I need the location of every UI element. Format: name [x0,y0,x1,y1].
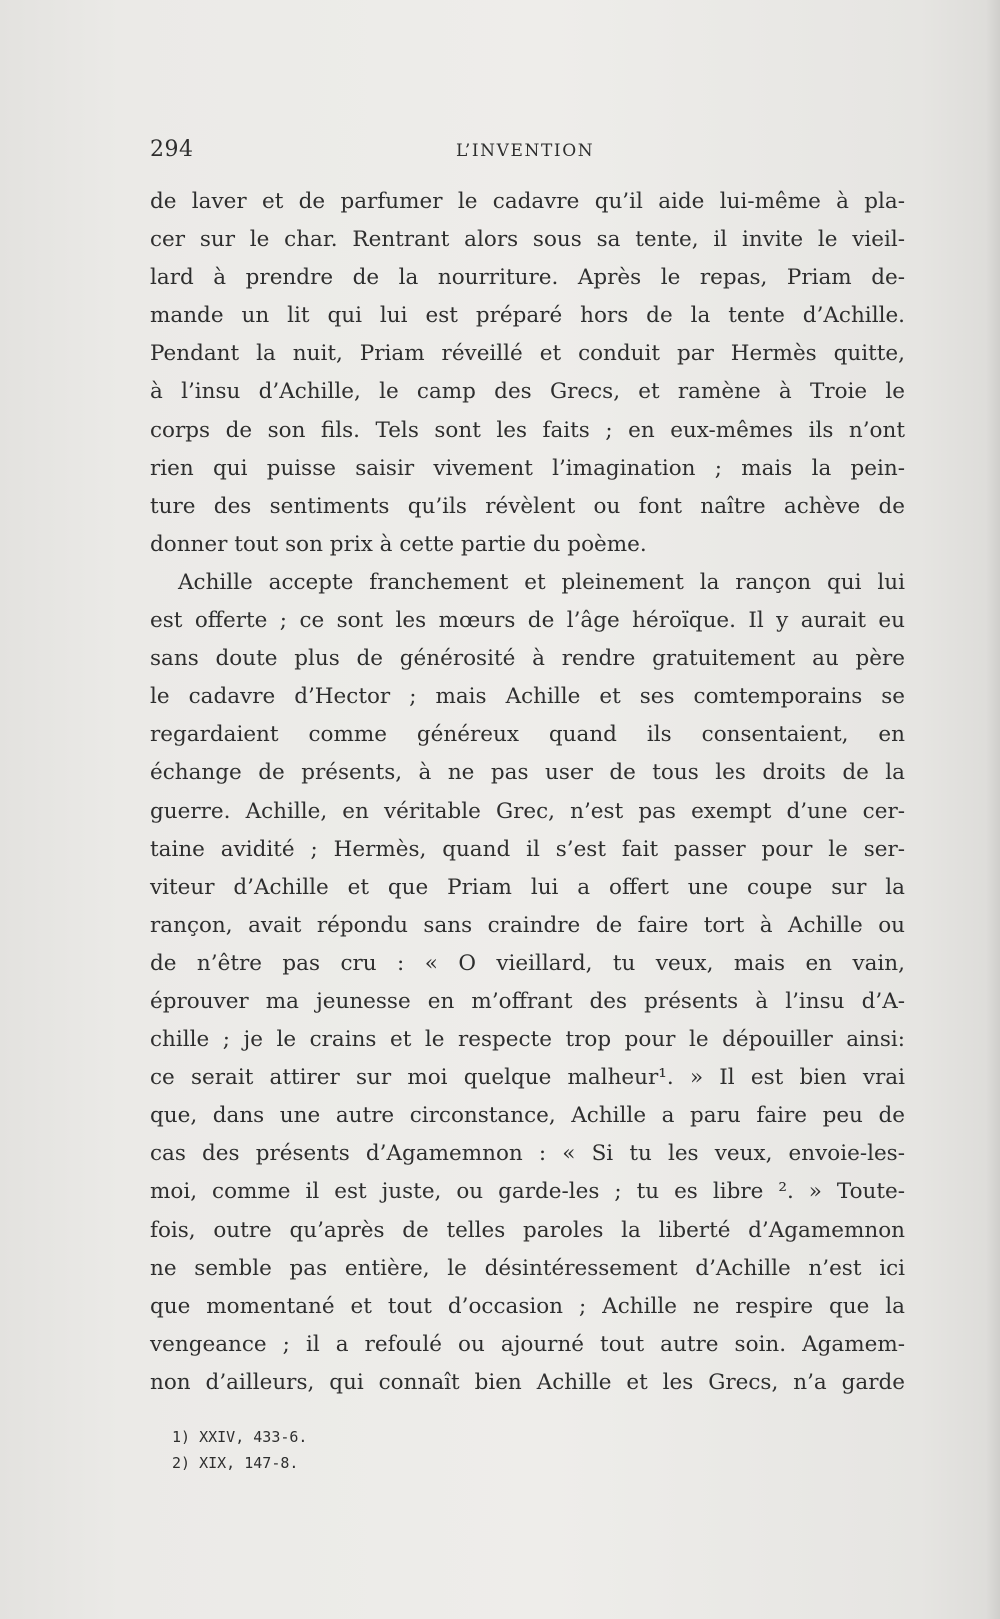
body-text [150,183,905,1402]
text-line: que, dans une autre circonstance, Achille a paru faire peu de [150,1103,905,1129]
footnote: 1) XXIV, 433-6. [172,1428,308,1446]
running-head [150,137,905,169]
text-line: rançon, avait répondu sans craindre de faire tort à Achille ou [150,912,905,938]
text-line: éprouver ma jeunesse en m’offrant des présents à l’insu d’A- [150,988,905,1014]
footnotes [172,1424,472,1476]
running-title: L’INVENTION [456,141,595,161]
text-line: est offerte ; ce sont les mœurs de l’âge héroïque. Il y aurait eu [150,608,905,634]
page-edge-shadow [986,0,1000,1619]
text-line: que momentané et tout d’occasion ; Achille ne respire que la [150,1293,905,1319]
page-number: 294 [150,137,194,162]
text-line: moi, comme il est juste, ou garde-les ; tu es libre ². » Toute- [150,1179,905,1205]
text-line: cer sur le char. Rentrant alors sous sa tente, il invite le vieil- [150,227,905,253]
text-line: rien qui puisse saisir vivement l’imagination ; mais la pein- [150,455,905,481]
text-line: Pendant la nuit, Priam réveillé et conduit par Hermès quitte, [150,341,905,367]
text-line: lard à prendre de la nourriture. Après le repas, Priam de- [150,265,905,291]
text-line: le cadavre d’Hector ; mais Achille et ses comtemporains se [150,684,905,710]
text-line: guerre. Achille, en véritable Grec, n’est pas exempt d’une cer- [150,798,905,824]
text-line: de laver et de parfumer le cadavre qu’il aide lui-même à pla- [150,189,905,214]
text-line: donner tout son prix à cette partie du poème. [150,531,647,557]
text-line: Achille accepte franchement et pleinement la rançon qui lui [178,569,905,595]
text-line: corps de son fils. Tels sont les faits ; en eux-mêmes ils n’ont [150,417,905,443]
text-line: ture des sentiments qu’ils révèlent ou font naître achève de [150,493,905,519]
text-line: échange de présents, à ne pas user de tous les droits de la [150,760,905,786]
text-line: vengeance ; il a refoulé ou ajourné tout autre soin. Agamem- [150,1331,905,1357]
text-line: mande un lit qui lui est préparé hors de la tente d’Achille. [150,303,905,329]
text-line: ce serait attirer sur moi quelque malheur¹. » Il est bien vrai [150,1065,905,1091]
text-line: fois, outre qu’après de telles paroles la liberté d’Agamemnon [150,1217,905,1243]
text-line: ne semble pas entière, le désintéressement d’Achille n’est ici [150,1255,905,1281]
text-line: viteur d’Achille et que Priam lui a offert une coupe sur la [150,874,905,900]
text-line: sans doute plus de générosité à rendre gratuitement au père [150,646,905,672]
footnote: 2) XIX, 147-8. [172,1454,299,1472]
text-line: taine avidité ; Hermès, quand il s’est fait passer pour le ser- [150,836,905,862]
text-line: de n’être pas cru : « O vieillard, tu veux, mais en vain, [150,950,905,976]
text-line: à l’insu d’Achille, le camp des Grecs, et ramène à Troie le [150,379,905,405]
text-line: cas des présents d’Agamemnon : « Si tu les veux, envoie-les- [150,1141,905,1167]
text-line: non d’ailleurs, qui connaît bien Achille et les Grecs, n’a garde [150,1369,905,1395]
text-line: chille ; je le crains et le respecte trop pour le dépouiller ainsi: [150,1027,905,1053]
text-line: regardaient comme généreux quand ils consentaient, en [150,722,905,748]
